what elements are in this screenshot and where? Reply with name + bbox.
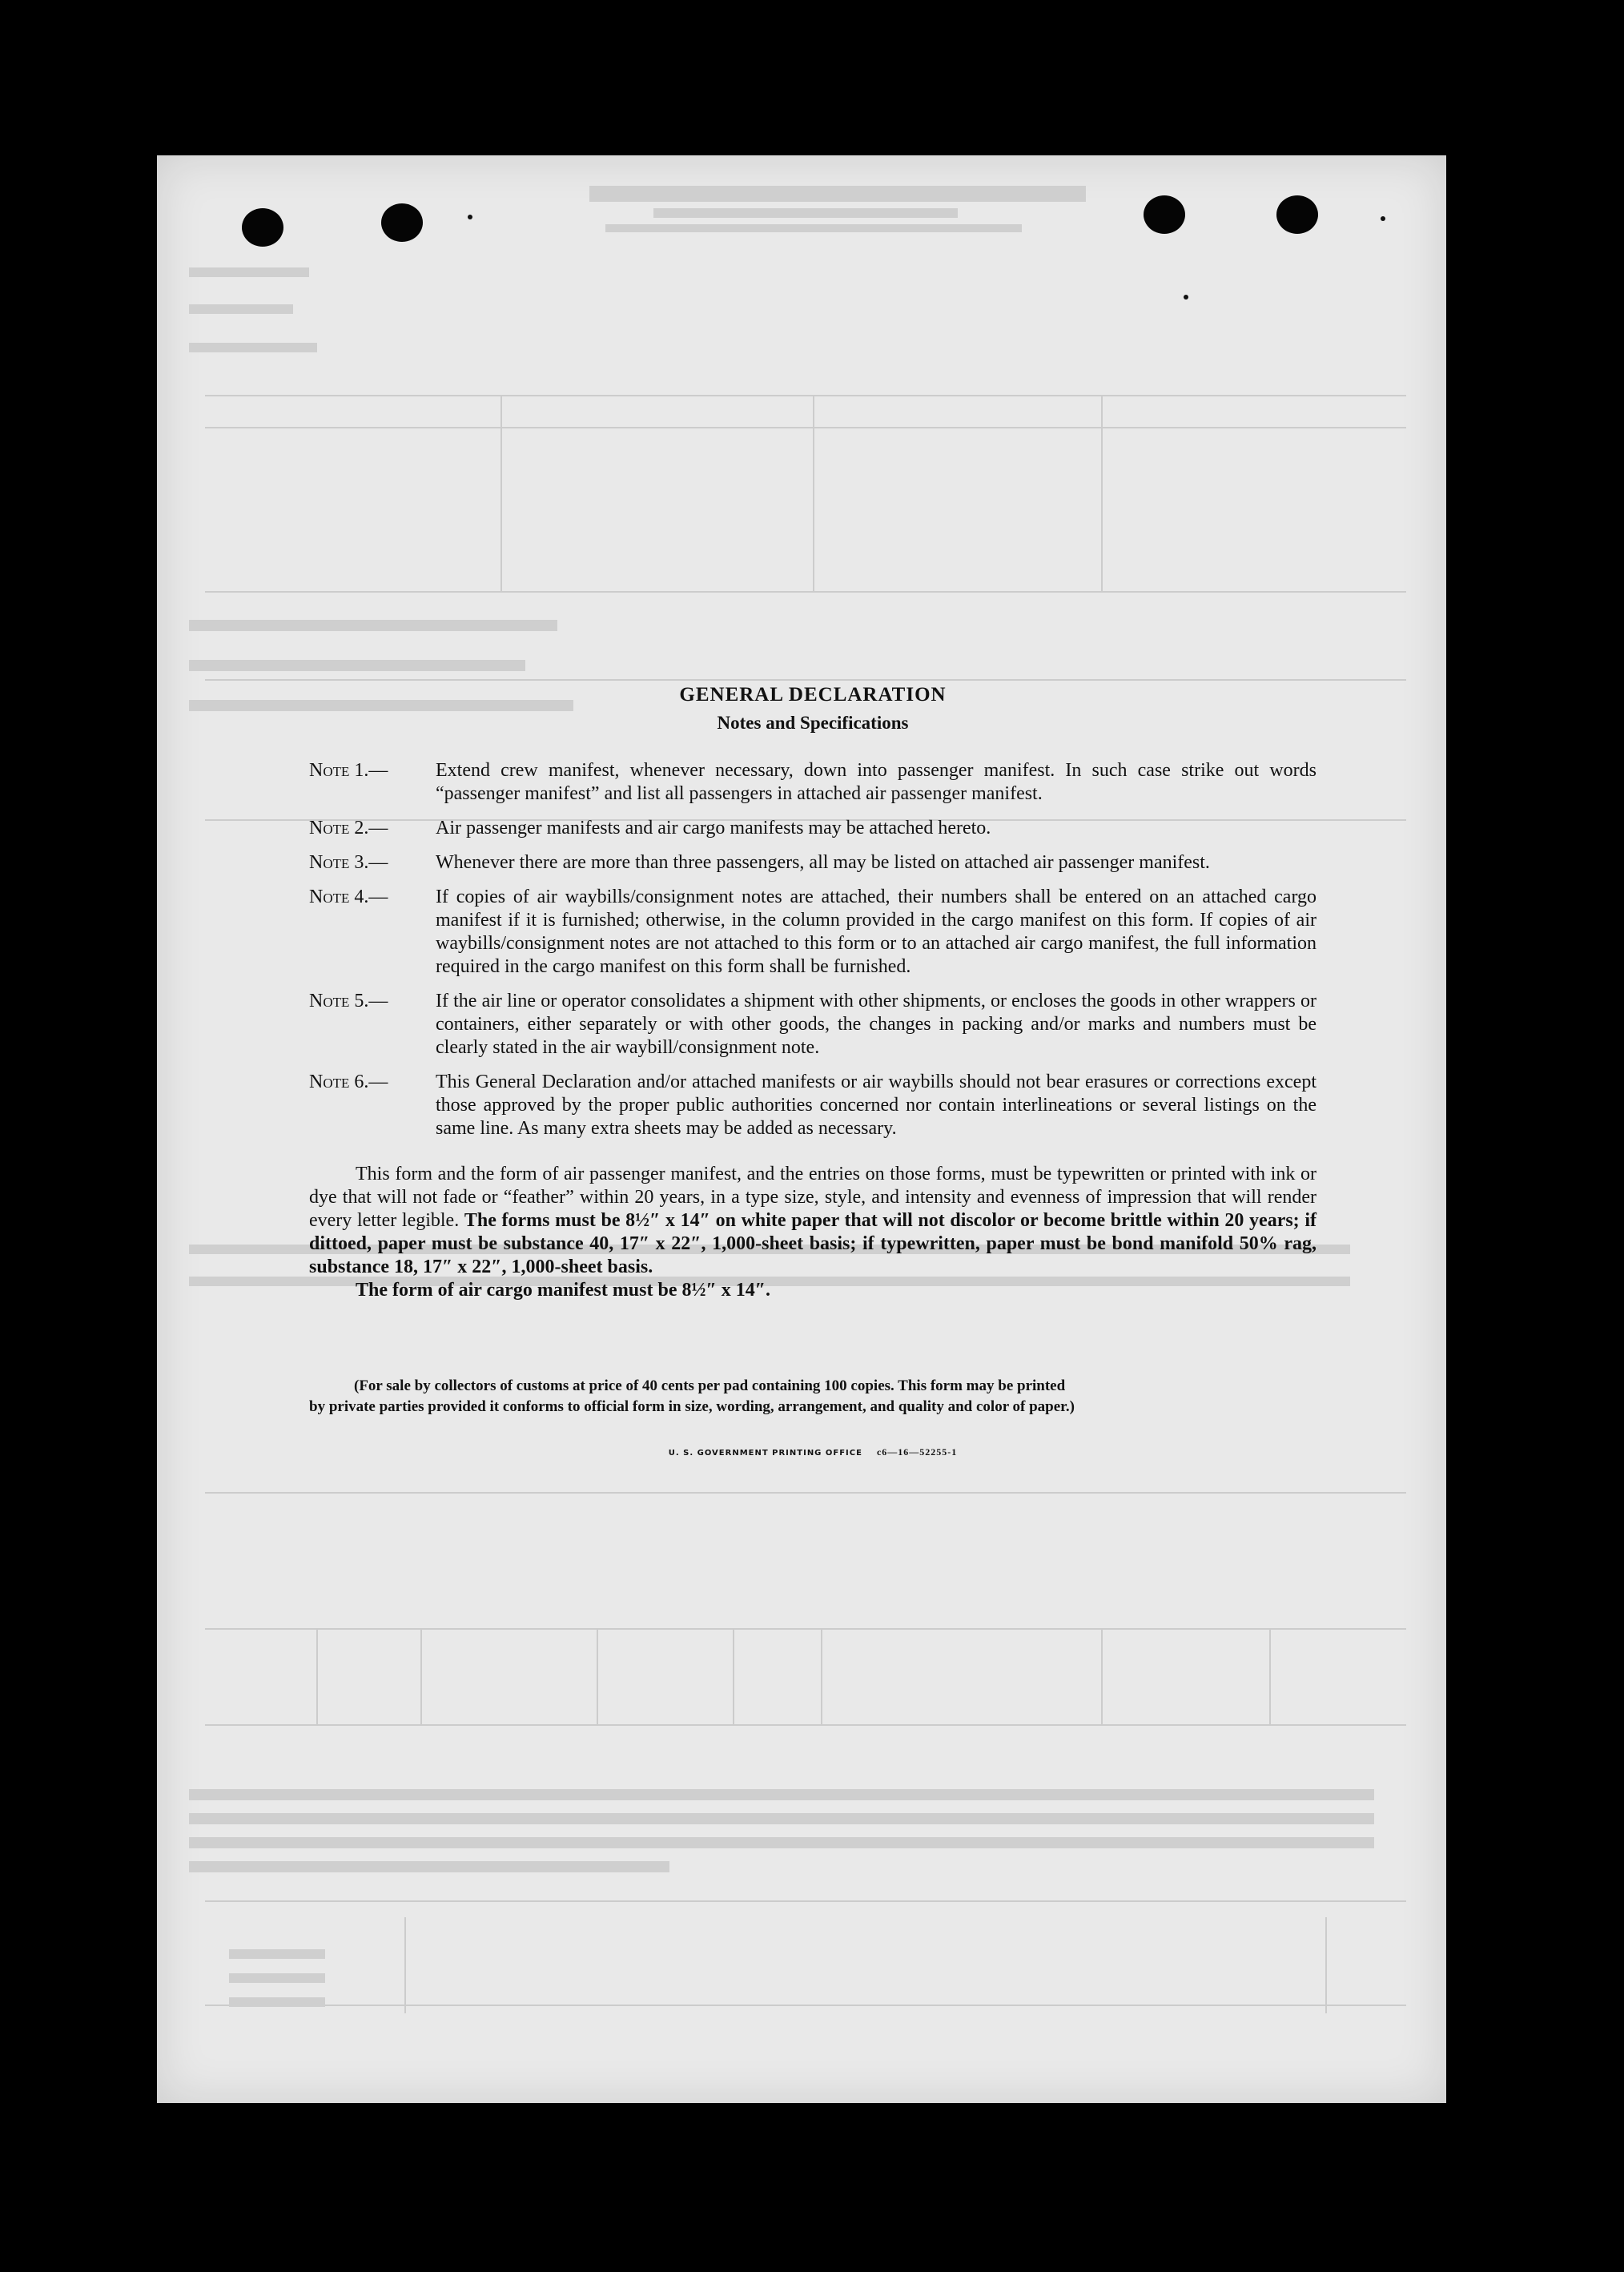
page-subtitle: Notes and Specifications <box>717 713 909 733</box>
note-text: If the air line or operator consolidates a shipment with other shipments, or encloses the goods in other wrappers or containers, either separately or with other goods, the changes in packing and/or marks and numbers must be clearly stated in the air waybill/consignment note. <box>436 991 1316 1058</box>
form-code: c6—16—52255-1 <box>876 1446 958 1458</box>
printing-office-imprint <box>309 1446 1316 1458</box>
note-3: Note 3.— Whenever there are more than three passengers, all may be listed on attached air passenger manifest. <box>309 851 1316 875</box>
sale-notice-line: by private parties provided it conforms to official form in size, wording, arrangement, and quality and color of paper.) <box>309 1398 1075 1415</box>
paper-specification-paragraph <box>309 1163 1316 1279</box>
sale-notice-line: (For sale by collectors of customs at price of 40 cents per pad containing 100 copies. This form may be printed <box>354 1377 1066 1394</box>
printing-office-label: U. S. GOVERNMENT PRINTING OFFICE <box>668 1449 862 1458</box>
note-text: Air passenger manifests and air cargo manifests may be attached hereto. <box>436 818 991 838</box>
notes-section <box>309 684 1316 1458</box>
paragraph-bold-text: The forms must be 8½″ x 14″ on white paper that will not discolor or become brittle within 20 years; if dittoed, paper must be substance 40, 17″ x 22″, 1,000-sheet basis; if typewritten, paper must be bond manifold 50% rag, substance 18, 17″ x 22″, 1,000-sheet basis. <box>309 1210 1316 1277</box>
note-label: Note 3. <box>309 852 369 873</box>
note-label: Note 2. <box>309 818 369 838</box>
note-label: Note 5. <box>309 991 369 1011</box>
cargo-manifest-size: The form of air cargo manifest must be 8½″ x 14″. <box>356 1280 770 1301</box>
note-text: Whenever there are more than three passengers, all may be listed on attached air passenger manifest. <box>436 852 1210 873</box>
sale-notice <box>309 1376 1316 1417</box>
note-label: Note 1. <box>309 760 369 781</box>
document-page <box>157 155 1446 2103</box>
note-label: Note 4. <box>309 887 369 907</box>
note-6: Note 6.— This General Declaration and/or attached manifests or air waybills should not bear erasures or corrections except those approved by the proper public authorities concerned nor contain interlineations or several listings on the same line. As many extra sheets may be added as necessary. <box>309 1072 1316 1139</box>
note-5: Note 5.— If the air line or operator consolidates a shipment with other shipments, or encloses the goods in other wrappers or containers, either separately or with other goods, the changes in packing and/or marks and numbers must be clearly stated in the air waybill/consignment note. <box>309 991 1316 1058</box>
note-4: Note 4.— If copies of air waybills/consignment notes are attached, their numbers shall be entered on an attached cargo manifest if it is furnished; otherwise, in the column provided in the cargo manifest on this form. If copies of air waybills/consignment notes are not attached to this form or to an attached air cargo manifest, the full information required in the cargo manifest on this form shall be furnished. <box>309 887 1316 977</box>
paragraph-text: This form and the form of air passenger manifest, and the entries on those forms, must be typewritten or printed with ink or dye that will not fade or “feather” within 20 years, in a type size, style, and intensity and evenness of impression that will render every letter legible. <box>309 1164 1316 1231</box>
note-1: Note 1.— Extend crew manifest, whenever necessary, down into passenger manifest. In such case strike out words “passenger manifest” and list all passengers in attached air passenger manifest. <box>309 760 1316 804</box>
note-text: If copies of air waybills/consignment notes are attached, their numbers shall be entered on an attached cargo manifest if it is furnished; otherwise, in the column provided in the cargo manifest on this form. If copies of air waybills/consignment notes are not attached to this form or to an attached air cargo manifest, the full information required in the cargo manifest on this form shall be furnished. <box>436 887 1316 977</box>
note-text: This General Declaration and/or attached manifests or air waybills should not bear erasures or corrections except those approved by the proper public authorities concerned nor contain interlineations or several listings on the same line. As many extra sheets may be added as necessary. <box>436 1072 1316 1139</box>
note-label: Note 6. <box>309 1072 369 1092</box>
page-title: GENERAL DECLARATION <box>679 684 947 706</box>
note-text: Extend crew manifest, whenever necessary, down into passenger manifest. In such case strike out words “passenger manifest” and list all passengers in attached air passenger manifest. <box>436 760 1316 804</box>
note-2: Note 2.— Air passenger manifests and air cargo manifests may be attached hereto. <box>309 817 1316 840</box>
